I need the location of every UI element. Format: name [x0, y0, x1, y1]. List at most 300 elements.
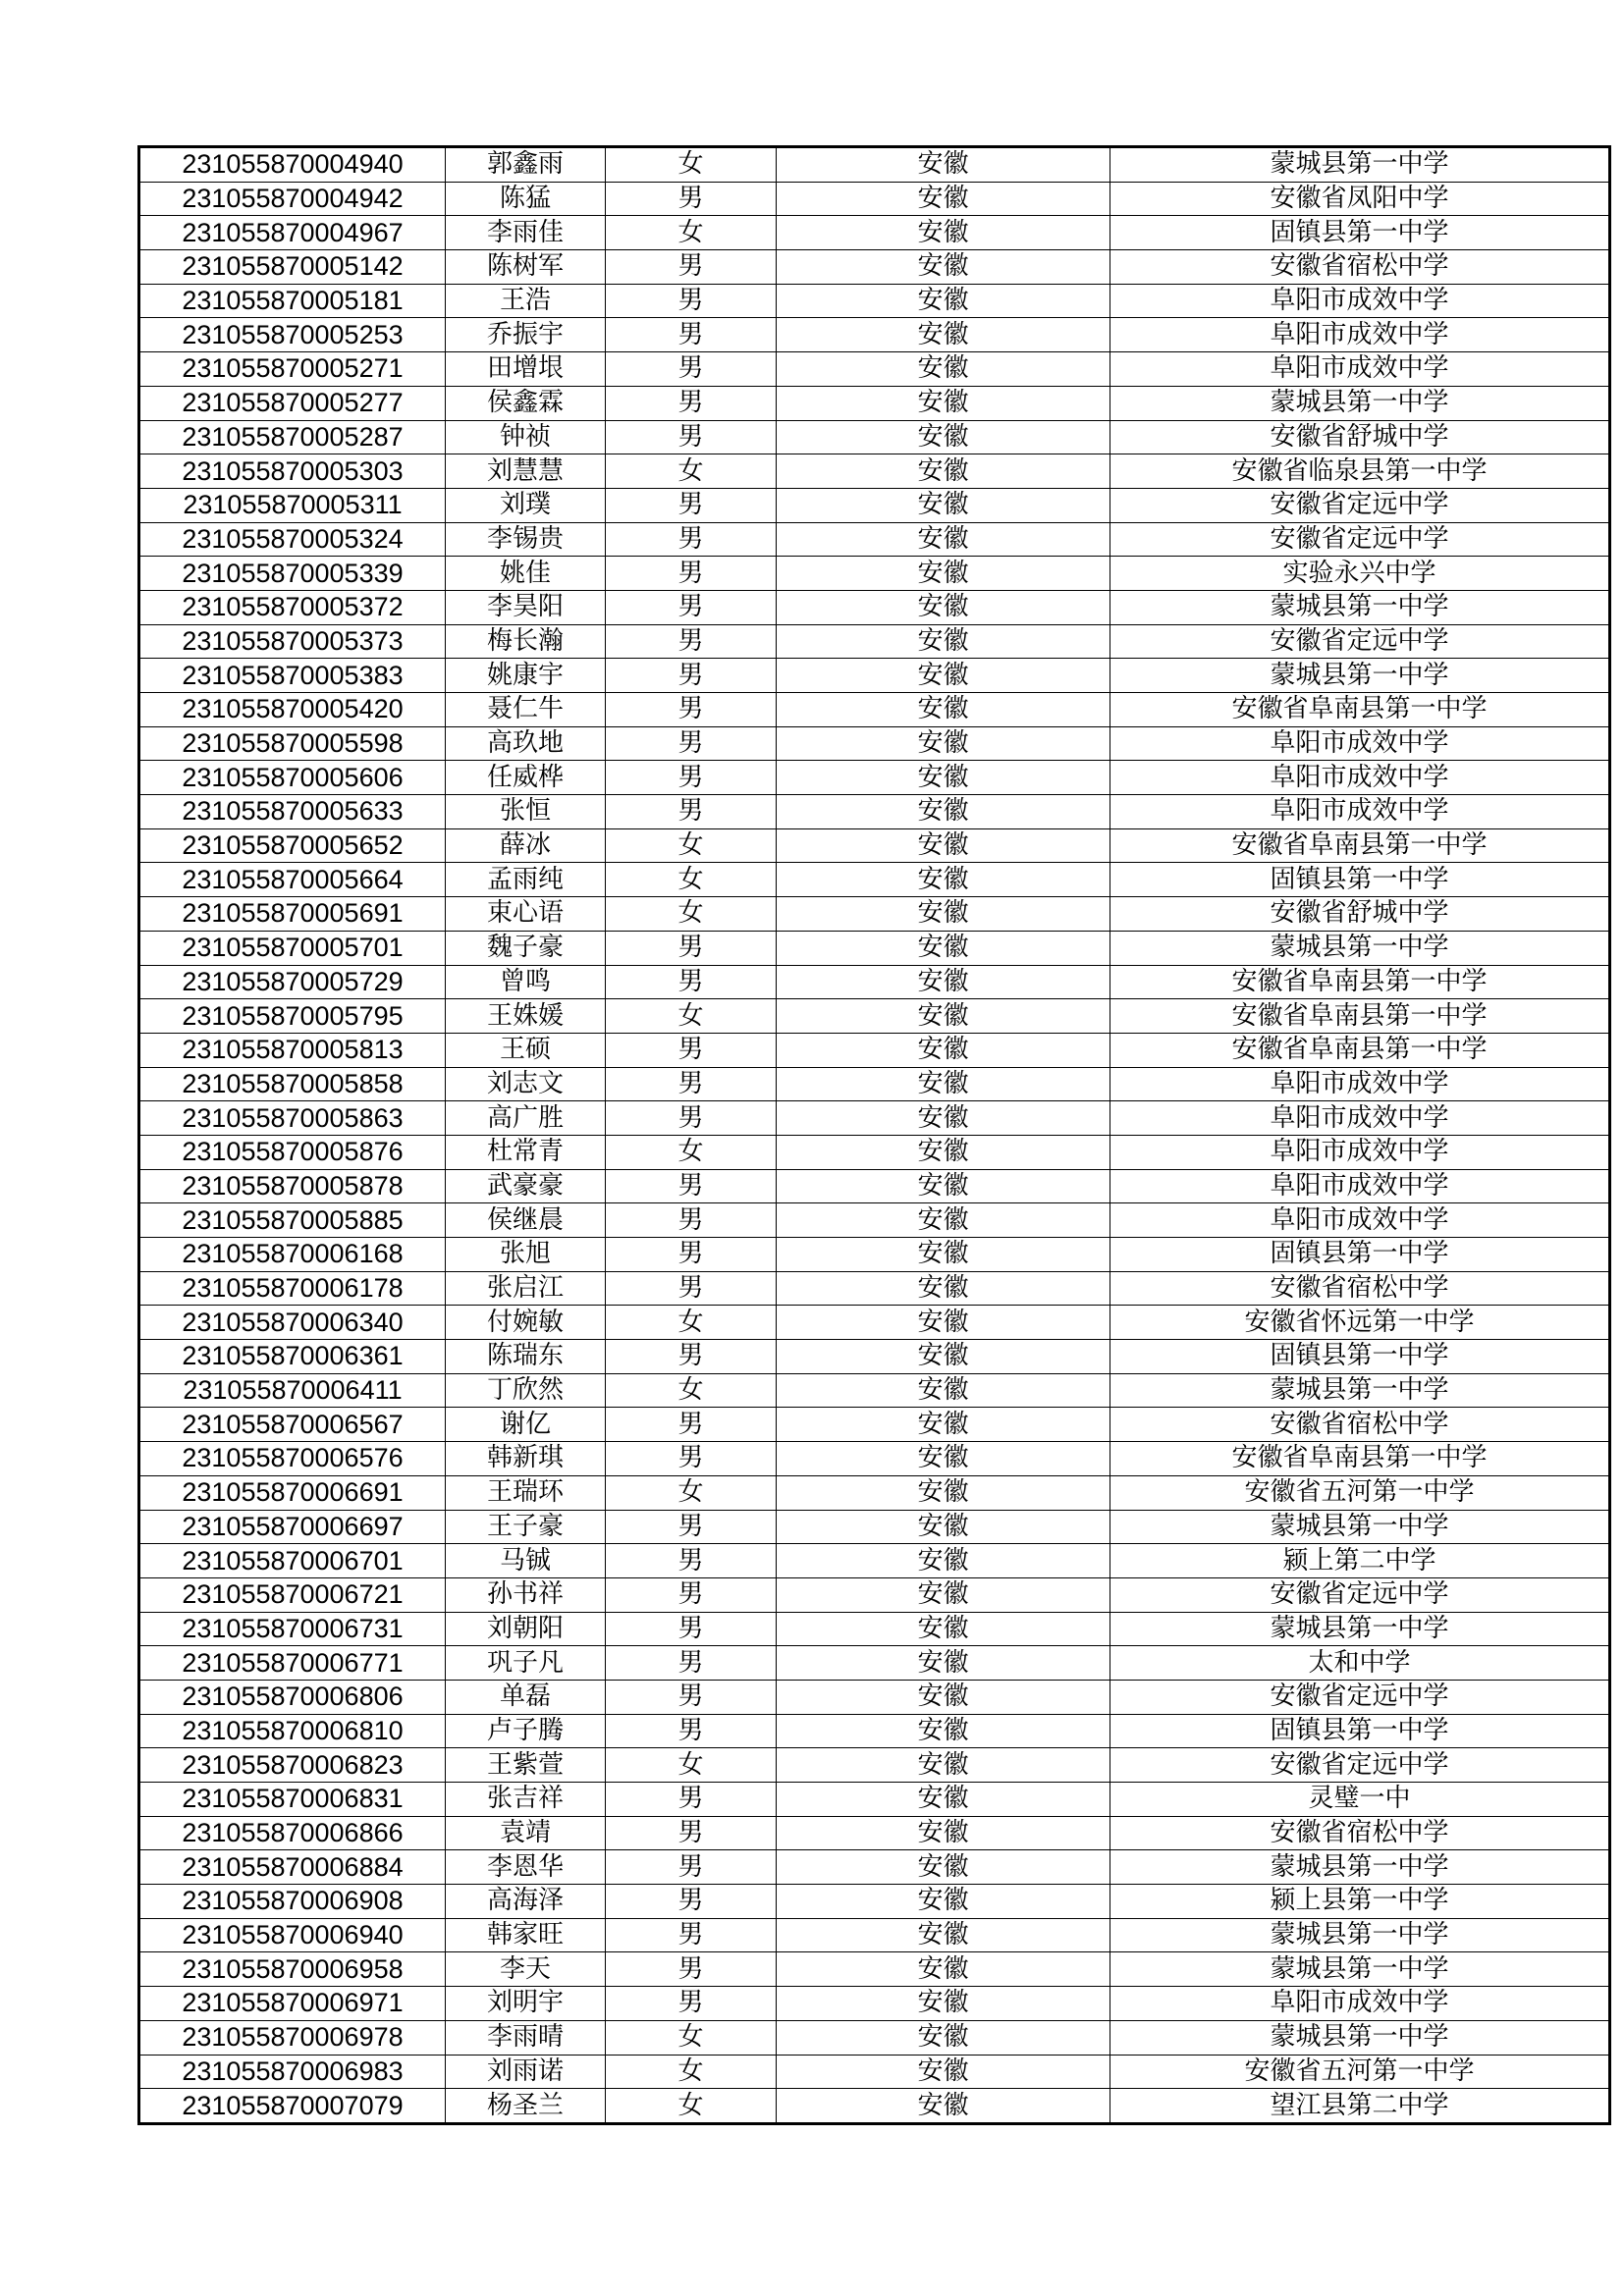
province-cell: 安徽	[777, 2089, 1110, 2124]
gender-cell: 男	[606, 1577, 777, 1612]
table-row	[139, 147, 1610, 183]
school-cell: 固镇县第一中学	[1110, 863, 1610, 897]
school-cell: 阜阳市成效中学	[1110, 284, 1610, 318]
table-row	[139, 386, 1610, 420]
school-cell: 安徽省五河第一中学	[1110, 1475, 1610, 1510]
school-cell: 阜阳市成效中学	[1110, 1987, 1610, 2021]
gender-cell: 男	[606, 693, 777, 727]
exam-id-cell: 231055870006701	[139, 1544, 446, 1578]
province-cell: 安徽	[777, 250, 1110, 285]
name-cell: 谢亿	[446, 1408, 606, 1442]
province-cell: 安徽	[777, 999, 1110, 1034]
exam-id-cell: 231055870005253	[139, 318, 446, 352]
province-cell: 安徽	[777, 624, 1110, 659]
province-cell: 安徽	[777, 1680, 1110, 1714]
student-table	[137, 145, 1611, 2125]
name-cell: 钟祯	[446, 420, 606, 454]
table-row	[139, 1238, 1610, 1272]
exam-id-cell: 231055870006731	[139, 1612, 446, 1646]
name-cell: 侯继晨	[446, 1203, 606, 1238]
name-cell: 曾鸣	[446, 965, 606, 999]
school-cell: 安徽省阜南县第一中学	[1110, 1442, 1610, 1476]
name-cell: 刘朝阳	[446, 1612, 606, 1646]
gender-cell: 男	[606, 624, 777, 659]
school-cell: 固镇县第一中学	[1110, 1340, 1610, 1374]
exam-id-cell: 231055870006168	[139, 1238, 446, 1272]
province-cell: 安徽	[777, 1510, 1110, 1544]
school-cell: 固镇县第一中学	[1110, 1238, 1610, 1272]
table-row	[139, 488, 1610, 522]
gender-cell: 女	[606, 2020, 777, 2055]
school-cell: 安徽省宿松中学	[1110, 1271, 1610, 1306]
name-cell: 任威桦	[446, 761, 606, 795]
table-row	[139, 590, 1610, 624]
table-row	[139, 624, 1610, 659]
gender-cell: 男	[606, 1238, 777, 1272]
table-row	[139, 1033, 1610, 1067]
school-cell: 安徽省舒城中学	[1110, 897, 1610, 932]
name-cell: 马铖	[446, 1544, 606, 1578]
exam-id-cell: 231055870006411	[139, 1373, 446, 1408]
exam-id-cell: 231055870007079	[139, 2089, 446, 2124]
school-cell: 蒙城县第一中学	[1110, 1918, 1610, 1952]
table-row	[139, 1203, 1610, 1238]
table-row	[139, 1577, 1610, 1612]
table-row	[139, 1169, 1610, 1203]
exam-id-cell: 231055870005691	[139, 897, 446, 932]
exam-id-cell: 231055870005876	[139, 1135, 446, 1169]
name-cell: 田增垠	[446, 352, 606, 387]
exam-id-cell: 231055870005311	[139, 488, 446, 522]
name-cell: 张吉祥	[446, 1783, 606, 1817]
gender-cell: 女	[606, 147, 777, 183]
gender-cell: 男	[606, 1408, 777, 1442]
gender-cell: 女	[606, 1475, 777, 1510]
name-cell: 高玖地	[446, 726, 606, 761]
exam-id-cell: 231055870006806	[139, 1680, 446, 1714]
school-cell: 蒙城县第一中学	[1110, 2020, 1610, 2055]
exam-id-cell: 231055870005701	[139, 931, 446, 965]
school-cell: 阜阳市成效中学	[1110, 1067, 1610, 1101]
table-row	[139, 1101, 1610, 1136]
exam-id-cell: 231055870006866	[139, 1816, 446, 1850]
province-cell: 安徽	[777, 693, 1110, 727]
province-cell: 安徽	[777, 659, 1110, 693]
exam-id-cell: 231055870005372	[139, 590, 446, 624]
school-cell: 安徽省定远中学	[1110, 1748, 1610, 1783]
school-cell: 安徽省宿松中学	[1110, 250, 1610, 285]
table-row	[139, 897, 1610, 932]
table-row	[139, 1816, 1610, 1850]
exam-id-cell: 231055870005664	[139, 863, 446, 897]
table-row	[139, 2020, 1610, 2055]
table-row	[139, 1714, 1610, 1748]
province-cell: 安徽	[777, 1885, 1110, 1919]
name-cell: 张恒	[446, 795, 606, 829]
table-row	[139, 1373, 1610, 1408]
province-cell: 安徽	[777, 318, 1110, 352]
name-cell: 李恩华	[446, 1850, 606, 1885]
gender-cell: 男	[606, 1067, 777, 1101]
province-cell: 安徽	[777, 454, 1110, 489]
gender-cell: 男	[606, 182, 777, 216]
school-cell: 安徽省宿松中学	[1110, 1408, 1610, 1442]
name-cell: 姚康宇	[446, 659, 606, 693]
province-cell: 安徽	[777, 1612, 1110, 1646]
exam-id-cell: 231055870005277	[139, 386, 446, 420]
table-row	[139, 1067, 1610, 1101]
table-row	[139, 250, 1610, 285]
province-cell: 安徽	[777, 1101, 1110, 1136]
table-row	[139, 1475, 1610, 1510]
name-cell: 刘志文	[446, 1067, 606, 1101]
school-cell: 固镇县第一中学	[1110, 216, 1610, 250]
gender-cell: 男	[606, 1101, 777, 1136]
gender-cell: 女	[606, 1748, 777, 1783]
province-cell: 安徽	[777, 931, 1110, 965]
name-cell: 杜常青	[446, 1135, 606, 1169]
gender-cell: 男	[606, 284, 777, 318]
table-row	[139, 1340, 1610, 1374]
school-cell: 阜阳市成效中学	[1110, 795, 1610, 829]
table-row	[139, 1612, 1610, 1646]
table-row	[139, 1408, 1610, 1442]
exam-id-cell: 231055870006831	[139, 1783, 446, 1817]
exam-id-cell: 231055870005373	[139, 624, 446, 659]
exam-id-cell: 231055870004967	[139, 216, 446, 250]
exam-id-cell: 231055870006361	[139, 1340, 446, 1374]
gender-cell: 男	[606, 250, 777, 285]
school-cell: 灵璧一中	[1110, 1783, 1610, 1817]
exam-id-cell: 231055870006908	[139, 1885, 446, 1919]
gender-cell: 男	[606, 488, 777, 522]
exam-id-cell: 231055870006958	[139, 1952, 446, 1987]
name-cell: 王子豪	[446, 1510, 606, 1544]
name-cell: 李天	[446, 1952, 606, 1987]
province-cell: 安徽	[777, 557, 1110, 591]
gender-cell: 男	[606, 1714, 777, 1748]
province-cell: 安徽	[777, 386, 1110, 420]
table-row	[139, 693, 1610, 727]
gender-cell: 男	[606, 1646, 777, 1681]
name-cell: 王硕	[446, 1033, 606, 1067]
gender-cell: 女	[606, 2055, 777, 2089]
table-row	[139, 454, 1610, 489]
exam-id-cell: 231055870005287	[139, 420, 446, 454]
province-cell: 安徽	[777, 1169, 1110, 1203]
province-cell: 安徽	[777, 2020, 1110, 2055]
gender-cell: 男	[606, 386, 777, 420]
name-cell: 高广胜	[446, 1101, 606, 1136]
gender-cell: 女	[606, 454, 777, 489]
name-cell: 李昊阳	[446, 590, 606, 624]
table-row	[139, 216, 1610, 250]
school-cell: 阜阳市成效中学	[1110, 318, 1610, 352]
province-cell: 安徽	[777, 216, 1110, 250]
exam-id-cell: 231055870006576	[139, 1442, 446, 1476]
school-cell: 蒙城县第一中学	[1110, 590, 1610, 624]
school-cell: 阜阳市成效中学	[1110, 1101, 1610, 1136]
province-cell: 安徽	[777, 1748, 1110, 1783]
name-cell: 束心语	[446, 897, 606, 932]
exam-id-cell: 231055870005813	[139, 1033, 446, 1067]
name-cell: 王紫萱	[446, 1748, 606, 1783]
name-cell: 薛冰	[446, 828, 606, 863]
school-cell: 安徽省阜南县第一中学	[1110, 999, 1610, 1034]
name-cell: 孙书祥	[446, 1577, 606, 1612]
gender-cell: 男	[606, 318, 777, 352]
exam-id-cell: 231055870006823	[139, 1748, 446, 1783]
name-cell: 梅长瀚	[446, 624, 606, 659]
student-table-body	[139, 147, 1610, 2124]
table-row	[139, 182, 1610, 216]
name-cell: 袁靖	[446, 1816, 606, 1850]
name-cell: 孟雨纯	[446, 863, 606, 897]
province-cell: 安徽	[777, 1714, 1110, 1748]
province-cell: 安徽	[777, 1067, 1110, 1101]
exam-id-cell: 231055870005420	[139, 693, 446, 727]
exam-id-cell: 231055870005339	[139, 557, 446, 591]
exam-id-cell: 231055870006884	[139, 1850, 446, 1885]
school-cell: 蒙城县第一中学	[1110, 1612, 1610, 1646]
name-cell: 张旭	[446, 1238, 606, 1272]
school-cell: 阜阳市成效中学	[1110, 1135, 1610, 1169]
gender-cell: 男	[606, 1680, 777, 1714]
province-cell: 安徽	[777, 2055, 1110, 2089]
school-cell: 阜阳市成效中学	[1110, 352, 1610, 387]
gender-cell: 男	[606, 1612, 777, 1646]
province-cell: 安徽	[777, 1373, 1110, 1408]
gender-cell: 男	[606, 965, 777, 999]
exam-id-cell: 231055870004942	[139, 182, 446, 216]
school-cell: 蒙城县第一中学	[1110, 1373, 1610, 1408]
name-cell: 魏子豪	[446, 931, 606, 965]
name-cell: 郭鑫雨	[446, 147, 606, 183]
gender-cell: 男	[606, 1510, 777, 1544]
table-row	[139, 522, 1610, 557]
school-cell: 安徽省阜南县第一中学	[1110, 693, 1610, 727]
table-row	[139, 1510, 1610, 1544]
province-cell: 安徽	[777, 352, 1110, 387]
gender-cell: 男	[606, 1544, 777, 1578]
school-cell: 安徽省临泉县第一中学	[1110, 454, 1610, 489]
table-row	[139, 1442, 1610, 1476]
table-row	[139, 1646, 1610, 1681]
school-cell: 蒙城县第一中学	[1110, 931, 1610, 965]
name-cell: 陈瑞东	[446, 1340, 606, 1374]
table-row	[139, 420, 1610, 454]
name-cell: 丁欣然	[446, 1373, 606, 1408]
province-cell: 安徽	[777, 1135, 1110, 1169]
gender-cell: 男	[606, 590, 777, 624]
gender-cell: 男	[606, 1271, 777, 1306]
province-cell: 安徽	[777, 1475, 1110, 1510]
table-row	[139, 965, 1610, 999]
school-cell: 阜阳市成效中学	[1110, 1169, 1610, 1203]
exam-id-cell: 231055870005878	[139, 1169, 446, 1203]
school-cell: 安徽省定远中学	[1110, 488, 1610, 522]
name-cell: 陈猛	[446, 182, 606, 216]
gender-cell: 男	[606, 1169, 777, 1203]
school-cell: 安徽省定远中学	[1110, 624, 1610, 659]
name-cell: 乔振宇	[446, 318, 606, 352]
exam-id-cell: 231055870006810	[139, 1714, 446, 1748]
province-cell: 安徽	[777, 522, 1110, 557]
province-cell: 安徽	[777, 1850, 1110, 1885]
gender-cell: 女	[606, 1373, 777, 1408]
exam-id-cell: 231055870005606	[139, 761, 446, 795]
province-cell: 安徽	[777, 1952, 1110, 1987]
exam-id-cell: 231055870005885	[139, 1203, 446, 1238]
gender-cell: 女	[606, 216, 777, 250]
exam-id-cell: 231055870005181	[139, 284, 446, 318]
school-cell: 安徽省阜南县第一中学	[1110, 828, 1610, 863]
province-cell: 安徽	[777, 1646, 1110, 1681]
exam-id-cell: 231055870005142	[139, 250, 446, 285]
table-row	[139, 1918, 1610, 1952]
exam-id-cell: 231055870005383	[139, 659, 446, 693]
exam-id-cell: 231055870006983	[139, 2055, 446, 2089]
province-cell: 安徽	[777, 965, 1110, 999]
gender-cell: 女	[606, 897, 777, 932]
exam-id-cell: 231055870006691	[139, 1475, 446, 1510]
name-cell: 李雨晴	[446, 2020, 606, 2055]
gender-cell: 男	[606, 726, 777, 761]
exam-id-cell: 231055870006697	[139, 1510, 446, 1544]
school-cell: 蒙城县第一中学	[1110, 1510, 1610, 1544]
province-cell: 安徽	[777, 488, 1110, 522]
table-row	[139, 1850, 1610, 1885]
province-cell: 安徽	[777, 726, 1110, 761]
name-cell: 侯鑫霖	[446, 386, 606, 420]
table-row	[139, 1783, 1610, 1817]
table-row	[139, 1885, 1610, 1919]
name-cell: 聂仁牛	[446, 693, 606, 727]
gender-cell: 男	[606, 522, 777, 557]
exam-id-cell: 231055870006721	[139, 1577, 446, 1612]
name-cell: 李锡贵	[446, 522, 606, 557]
province-cell: 安徽	[777, 284, 1110, 318]
school-cell: 安徽省舒城中学	[1110, 420, 1610, 454]
table-row	[139, 2055, 1610, 2089]
name-cell: 武豪豪	[446, 1169, 606, 1203]
table-row	[139, 931, 1610, 965]
gender-cell: 女	[606, 828, 777, 863]
table-row	[139, 1952, 1610, 1987]
province-cell: 安徽	[777, 828, 1110, 863]
exam-id-cell: 231055870005324	[139, 522, 446, 557]
school-cell: 颍上第二中学	[1110, 1544, 1610, 1578]
table-row	[139, 795, 1610, 829]
gender-cell: 男	[606, 795, 777, 829]
school-cell: 实验永兴中学	[1110, 557, 1610, 591]
table-row	[139, 1306, 1610, 1340]
exam-id-cell: 231055870005633	[139, 795, 446, 829]
exam-id-cell: 231055870005729	[139, 965, 446, 999]
gender-cell: 女	[606, 1135, 777, 1169]
table-row	[139, 1748, 1610, 1783]
table-row	[139, 828, 1610, 863]
table-row	[139, 1680, 1610, 1714]
school-cell: 蒙城县第一中学	[1110, 386, 1610, 420]
name-cell: 刘雨诺	[446, 2055, 606, 2089]
exam-id-cell: 231055870006178	[139, 1271, 446, 1306]
school-cell: 固镇县第一中学	[1110, 1714, 1610, 1748]
province-cell: 安徽	[777, 897, 1110, 932]
gender-cell: 女	[606, 863, 777, 897]
name-cell: 巩子凡	[446, 1646, 606, 1681]
school-cell: 安徽省阜南县第一中学	[1110, 1033, 1610, 1067]
name-cell: 单磊	[446, 1680, 606, 1714]
gender-cell: 男	[606, 1952, 777, 1987]
province-cell: 安徽	[777, 1816, 1110, 1850]
name-cell: 刘慧慧	[446, 454, 606, 489]
province-cell: 安徽	[777, 1271, 1110, 1306]
table-row	[139, 1271, 1610, 1306]
table-row	[139, 2089, 1610, 2124]
gender-cell: 男	[606, 352, 777, 387]
gender-cell: 男	[606, 1918, 777, 1952]
name-cell: 王姝媛	[446, 999, 606, 1034]
province-cell: 安徽	[777, 1783, 1110, 1817]
province-cell: 安徽	[777, 1987, 1110, 2021]
name-cell: 韩家旺	[446, 1918, 606, 1952]
school-cell: 安徽省定远中学	[1110, 1680, 1610, 1714]
exam-id-cell: 231055870004940	[139, 147, 446, 183]
province-cell: 安徽	[777, 590, 1110, 624]
province-cell: 安徽	[777, 863, 1110, 897]
province-cell: 安徽	[777, 795, 1110, 829]
province-cell: 安徽	[777, 182, 1110, 216]
name-cell: 付婉敏	[446, 1306, 606, 1340]
gender-cell: 男	[606, 1987, 777, 2021]
school-cell: 阜阳市成效中学	[1110, 726, 1610, 761]
gender-cell: 男	[606, 1885, 777, 1919]
school-cell: 蒙城县第一中学	[1110, 1952, 1610, 1987]
province-cell: 安徽	[777, 1340, 1110, 1374]
gender-cell: 男	[606, 1033, 777, 1067]
name-cell: 陈树军	[446, 250, 606, 285]
gender-cell: 女	[606, 999, 777, 1034]
table-row	[139, 659, 1610, 693]
school-cell: 安徽省五河第一中学	[1110, 2055, 1610, 2089]
school-cell: 安徽省定远中学	[1110, 522, 1610, 557]
school-cell: 望江县第二中学	[1110, 2089, 1610, 2124]
name-cell: 李雨佳	[446, 216, 606, 250]
province-cell: 安徽	[777, 1544, 1110, 1578]
exam-id-cell: 231055870005303	[139, 454, 446, 489]
province-cell: 安徽	[777, 1033, 1110, 1067]
exam-id-cell: 231055870005795	[139, 999, 446, 1034]
gender-cell: 男	[606, 1783, 777, 1817]
gender-cell: 男	[606, 931, 777, 965]
gender-cell: 男	[606, 1850, 777, 1885]
province-cell: 安徽	[777, 420, 1110, 454]
name-cell: 姚佳	[446, 557, 606, 591]
province-cell: 安徽	[777, 1442, 1110, 1476]
province-cell: 安徽	[777, 1203, 1110, 1238]
gender-cell: 男	[606, 659, 777, 693]
table-row	[139, 318, 1610, 352]
name-cell: 王浩	[446, 284, 606, 318]
name-cell: 韩新琪	[446, 1442, 606, 1476]
school-cell: 阜阳市成效中学	[1110, 761, 1610, 795]
exam-id-cell: 231055870006940	[139, 1918, 446, 1952]
school-cell: 颍上县第一中学	[1110, 1885, 1610, 1919]
gender-cell: 女	[606, 1306, 777, 1340]
school-cell: 蒙城县第一中学	[1110, 1850, 1610, 1885]
school-cell: 安徽省凤阳中学	[1110, 182, 1610, 216]
